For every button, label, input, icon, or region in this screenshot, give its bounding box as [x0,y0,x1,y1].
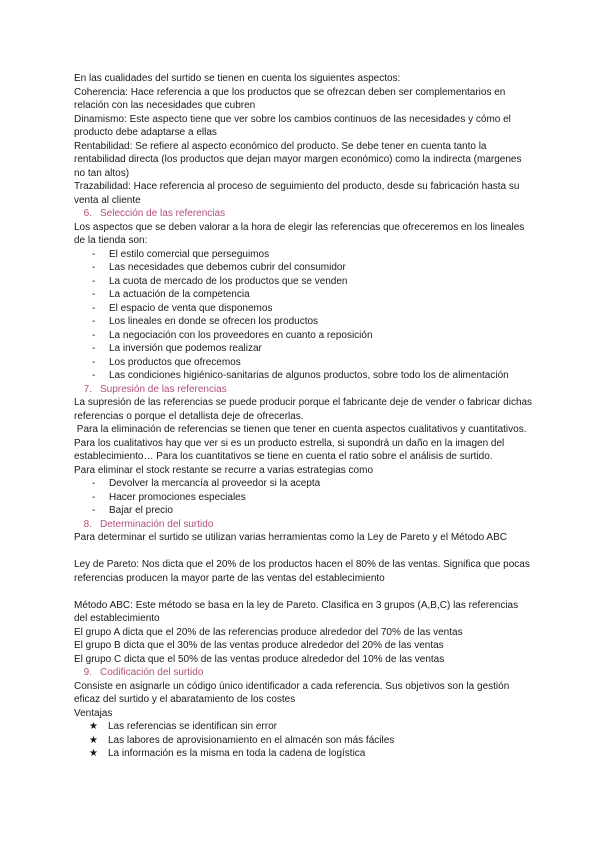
blank-line [74,585,534,599]
dash-bullet: - [92,491,96,503]
rentabilidad-paragraph: Rentabilidad: Se refiere al aspecto económico del producto. Se debe tener en cuenta tanto la rentabilidad directa (los productos que dejan mayor margen económico) como la indirecta (margenes no tan altos) [74,140,522,179]
section-title: Determinación del surtido [100,518,214,530]
list-item-text: Hacer promociones especiales [109,491,246,503]
section-number: 9. [83,667,92,678]
list-item-text: Las condiciones higiénico-sanitarias de algunos productos, sobre todo los de alimentación [109,370,509,381]
list-item [74,315,534,329]
ventajas-label: Ventajas [74,707,113,719]
section-title: Supresión de las referencias [100,383,227,395]
list-item-text: Los productos que ofrecemos [109,356,241,368]
coherencia-paragraph: Coherencia: Hace referencia a que los productos que se ofrezcan deben ser complementarios en relación con las necesidades que cubren [74,86,506,111]
list-item-text: Las referencias se identifican sin error [108,721,277,732]
section-number: 8. [83,518,92,530]
section-7-paragraph-1: La supresión de las referencias se puede producir porque el fabricante deje de vender o fabricar dichas referencias o porque el detallista deje de ofrecerlas. [74,397,533,422]
grupo-a-line: El grupo A dicta que el 20% de las referencias produce alrededor del 70% de las ventas [74,626,463,638]
list-item-text: La cuota de mercado de los productos que se venden [109,275,348,287]
dash-bullet: - [92,248,96,260]
list-item-text: La inversión que podemos realizar [109,343,262,354]
trazabilidad-paragraph: Trazabilidad: Hace referencia al proceso de seguimiento del producto, desde su fabricación hasta su venta al cliente [74,181,520,206]
dash-bullet: - [92,329,96,341]
list-item [74,288,534,302]
list-item [74,342,534,356]
list-item [74,356,534,370]
list-item [74,491,534,505]
list-item-text: Bajar el precio [109,505,173,516]
stock-strategies-list [74,477,534,518]
list-item-text: Las labores de aprovisionamiento en el almacén son más fáciles [108,734,395,746]
section-number: 7. [83,383,92,395]
section-heading-9 [74,666,534,680]
star-bullet-icon: ★ [89,748,98,759]
list-item-text: La actuación de la competencia [109,289,250,300]
list-item [74,477,534,491]
dash-bullet: - [92,302,96,314]
section-7-paragraph-2: Para la eliminación de referencias se tienen que tener en cuenta aspectos cualitativos y cuantitativos. Para los cualitativos hay que ver si es un producto estrella, si supondrá un daño en la imagen del establecimiento… Para los cuantitativos se tiene en cuenta el ratio sobre el análisis de surtido. [74,424,530,462]
dash-bullet: - [92,356,96,368]
section-title: Codificación del surtido [100,667,204,678]
list-item [74,275,534,289]
list-item-text: Los lineales en donde se ofrecen los productos [109,316,319,327]
list-item [74,734,534,748]
list-item [74,720,534,734]
section-8-paragraph-1: Para determinar el surtido se utilizan varias herramientas como la Ley de Pareto y el Método ABC [74,532,507,543]
grupo-b-line: El grupo B dicta que el 30% de las ventas produce alrededor del 20% de las ventas [74,640,444,651]
abc-paragraph: Método ABC: Este método se basa en la ley de Pareto. Clasifica en 3 grupos (A,B,C) las referencias del establecimiento [74,599,519,624]
grupo-c-line: El grupo C dicta que el 50% de las ventas produce alrededor del 10% de las ventas [74,653,445,665]
dash-bullet: - [92,316,96,327]
intro-paragraph: En las cualidades del surtido se tienen en cuenta los siguientes aspectos: [74,73,401,84]
list-item-text: Las necesidades que debemos cubrir del consumidor [109,262,346,273]
section-9-paragraph-1: Consiste en asignarle un código único identificador a cada referencia. Sus objetivos son la gestión eficaz del surtido y el abaratamiento de los costes [74,680,510,705]
dash-bullet: - [92,343,96,354]
list-item [74,261,534,275]
list-item-text: Devolver la mercancía al proveedor si la acepta [109,478,321,489]
section-7-paragraph-3: Para eliminar el stock restante se recurre a varias estrategias como [74,464,374,476]
dash-bullet: - [92,505,96,516]
list-item [74,369,534,383]
list-item-text: El espacio de venta que disponemos [109,302,273,314]
list-item-text: El estilo comercial que perseguimos [109,248,270,260]
selection-criteria-list [74,248,534,383]
section-number: 6. [83,208,92,219]
list-item [74,329,534,343]
list-item-text: La negociación con los proveedores en cuanto a reposición [109,329,373,341]
dinamismo-paragraph: Dinamismo: Este aspecto tiene que ver sobre los cambios continuos de las necesidades y cómo el producto debe adaptarse a ellas [74,113,511,138]
star-bullet-icon: ★ [89,734,98,746]
section-6-intro: Los aspectos que se deben valorar a la hora de elegir las referencias que ofreceremos en los lineales de la tienda son: [74,221,525,246]
star-bullet-icon: ★ [89,721,98,732]
section-heading-8 [74,518,534,532]
document-body [74,72,534,761]
section-title: Selección de las referencias [100,208,226,219]
list-item [74,747,534,761]
list-item-text: La información es la misma en toda la cadena de logística [108,748,366,759]
section-heading-6 [74,207,534,221]
dash-bullet: - [92,289,96,300]
list-item [74,248,534,262]
list-item [74,302,534,316]
section-heading-7 [74,383,534,397]
pareto-paragraph: Ley de Pareto: Nos dicta que el 20% de los productos hacen el 80% de las ventas. Significa que pocas referencias producen la mayor parte de las ventas del establecimiento [74,559,530,584]
ventajas-list [74,720,534,761]
list-item [74,504,534,518]
dash-bullet: - [92,262,96,273]
blank-line [74,545,534,559]
dash-bullet: - [92,478,96,489]
dash-bullet: - [92,370,96,381]
dash-bullet: - [92,275,96,287]
